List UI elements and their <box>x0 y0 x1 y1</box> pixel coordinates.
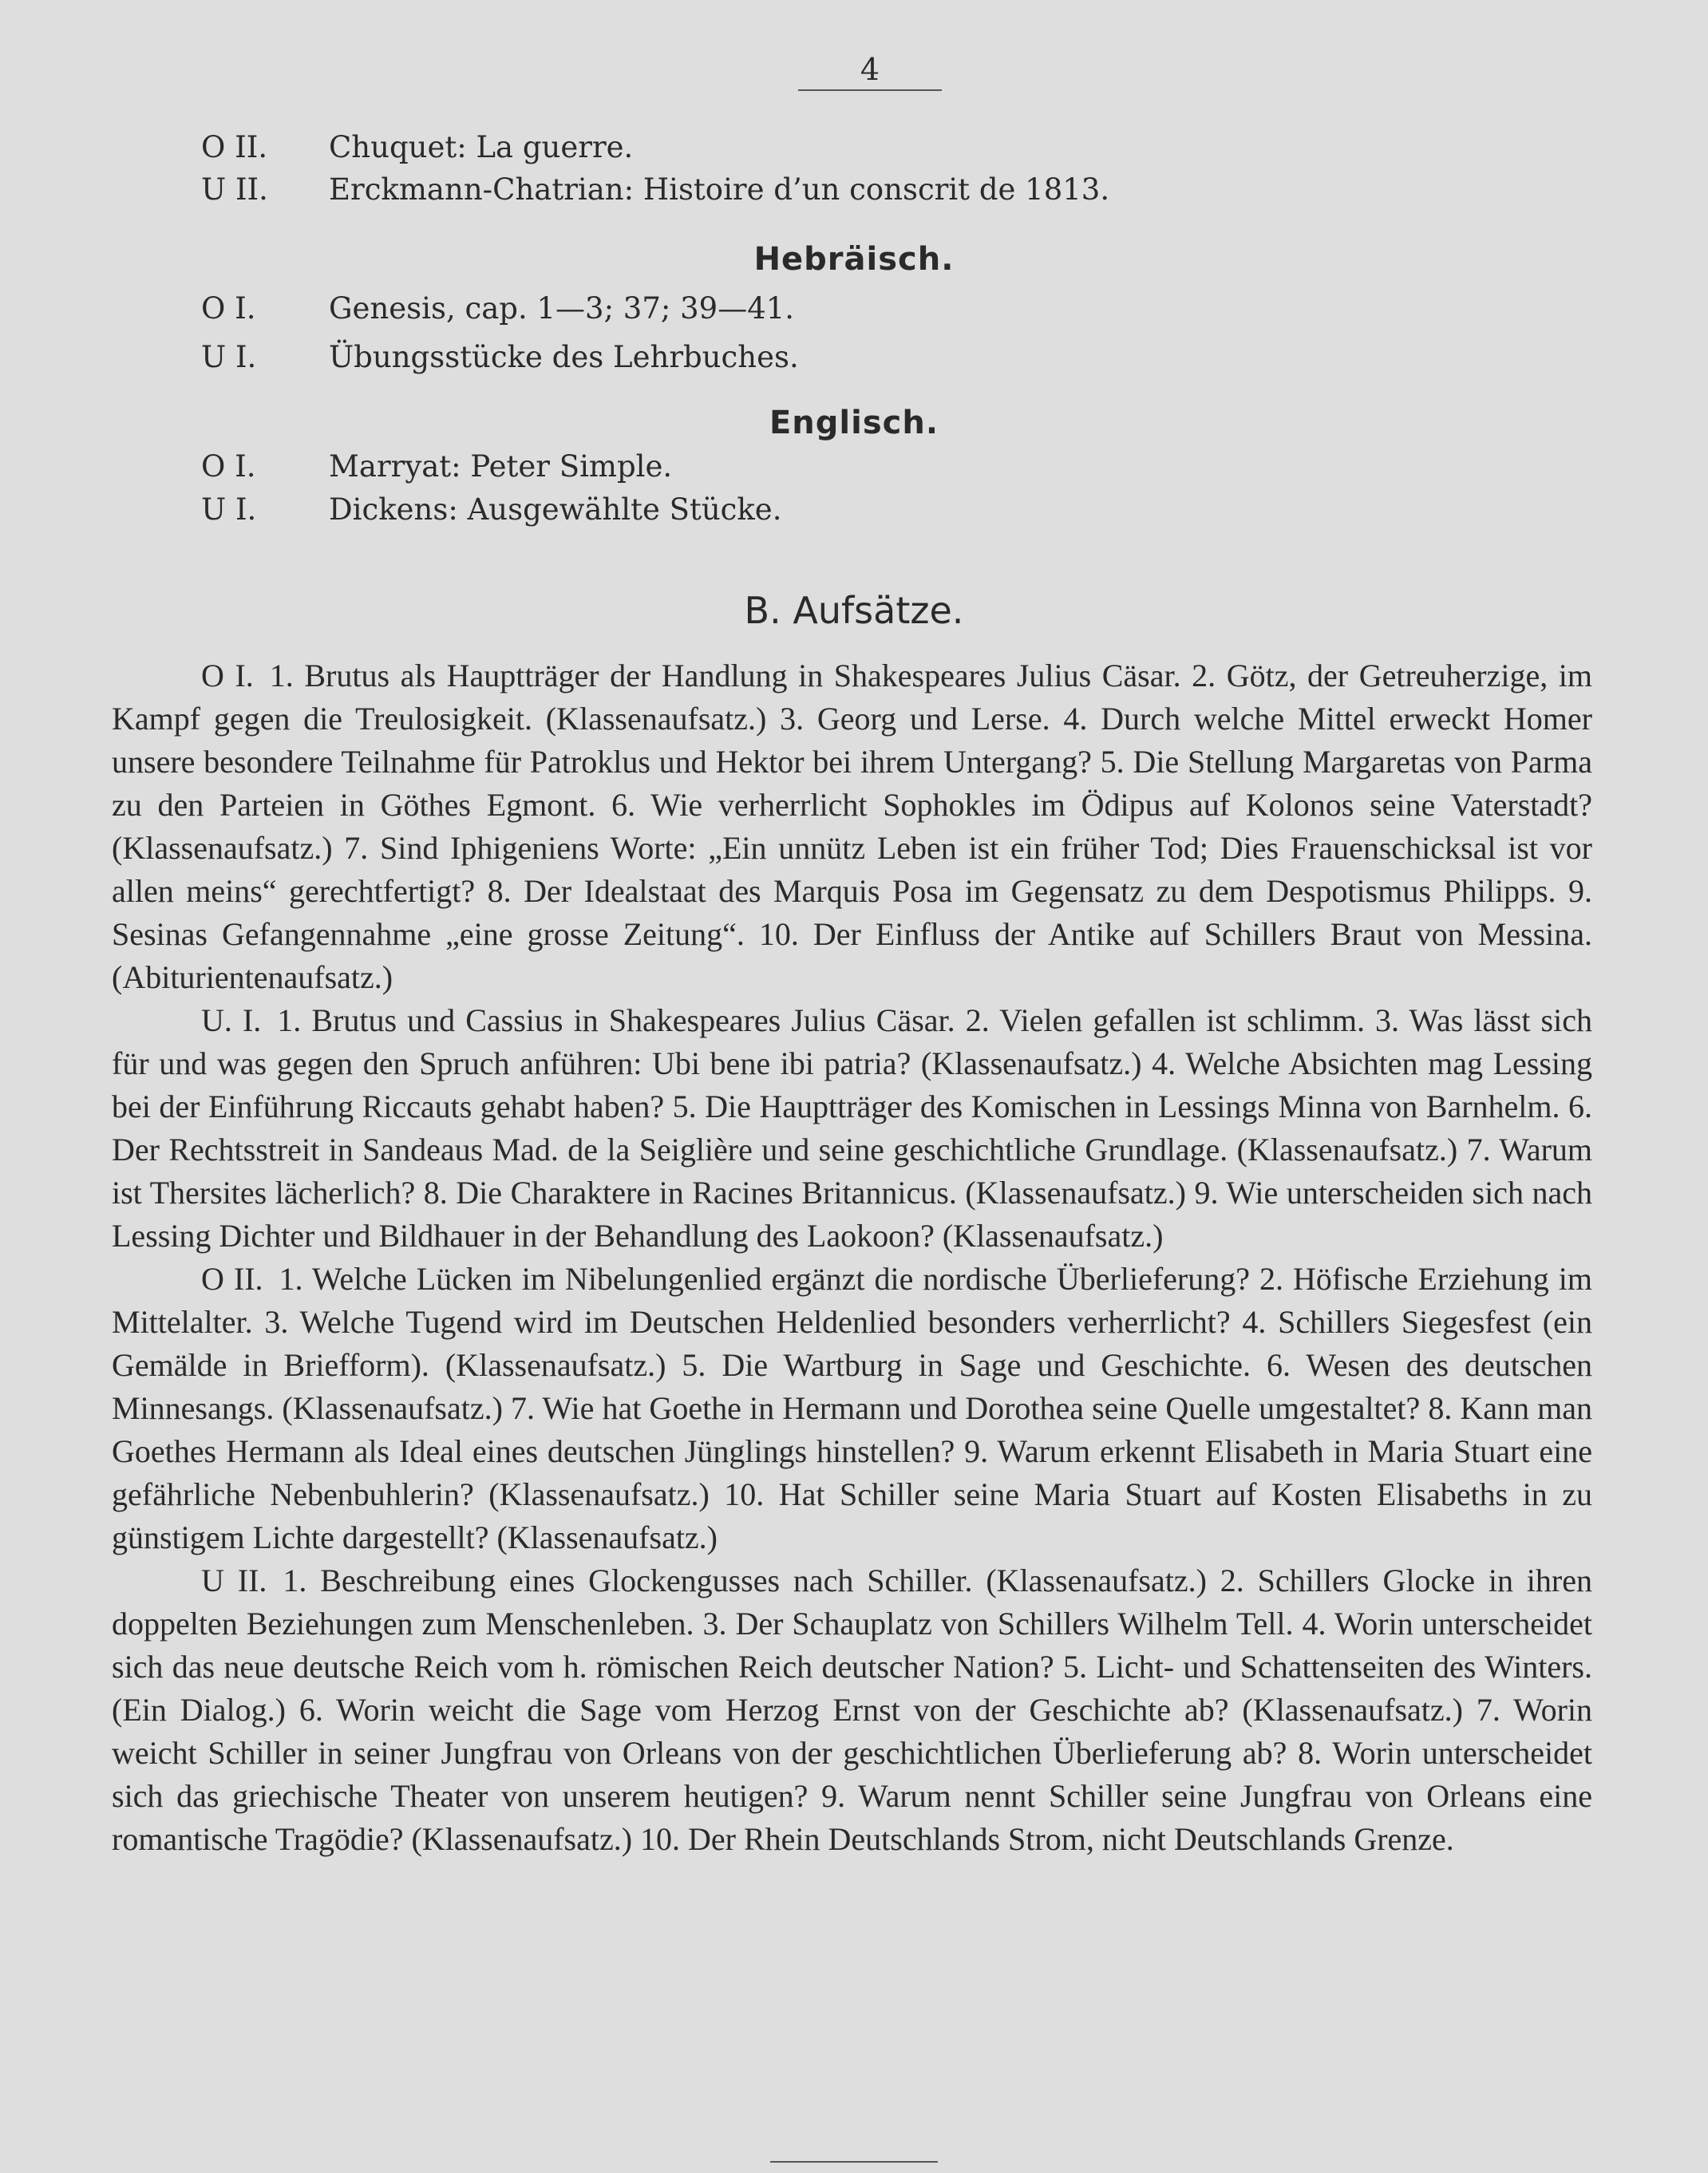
reading-text: Erckmann-Chatrian: Histoire d’un conscrit de 1813. <box>329 172 1110 207</box>
essay-text: 1. Beschreibung eines Glockengusses nach Schiller. (Klassenaufsatz.) 2. Schillers Glocke in ihren doppelten Beziehungen zum Menschenleben. 3. Der Schauplatz von Schillers Wilhelm Tell. 4. Worin unterscheidet sich das neue deutsche Reich vom h. römischen Reich deutscher Nation? 5. Licht- und Schattenseiten des Winters. (Ein Dialog.) 6. Worin weicht die Sage vom Herzog Ernst von der Geschichte ab? (Klassenaufsatz.) 7. Worin weicht Schiller in seiner Jungfrau von Orleans von der geschichtlichen Überlieferung ab? 8. Worin unterscheidet sich das griechische Theater von unserem heutigen? 9. Warum nennt Schiller seine Jungfrau von Orleans eine romantische Tragödie? (Klassenaufsatz.) 10. Der Rhein Deutschlands Strom, nicht Deutschlands Grenze. <box>112 1563 1592 1857</box>
class-label: O I. <box>201 291 256 326</box>
essay-text: 1. Welche Lücken im Nibelungenlied ergänzt die nordische Überlieferung? 2. Höfische Erziehung im Mittelalter. 3. Welche Tugend wird im Deutschen Heldenlied besonders verherrlicht? 4. Schillers Siegesfest (ein Gemälde in Briefform). (Klassenaufsatz.) 5. Die Wartburg in Sage und Geschichte. 6. Wesen des deutschen Minnesangs. (Klassenaufsatz.) 7. Wie hat Goethe in Hermann und Dorothea seine Quelle umgestaltet? 8. Kann man Goethes Hermann als Ideal eines deutschen Jünglings hinstellen? 9. Warum erkennt Elisabeth in Maria Stuart eine gefährliche Nebenbuhlerin? (Klassenaufsatz.) 10. Hat Schiller seine Maria Stuart auf Kosten Elisabeths in zu günstigem Lichte dargestellt? (Klassenaufsatz.) <box>112 1261 1593 1555</box>
essay-topics <box>112 654 1592 1861</box>
reading-row-english-1 <box>201 447 672 487</box>
heading-hebrew: Hebräisch. <box>753 241 955 278</box>
class-label: U I. <box>201 492 257 527</box>
essay-paragraph-oi <box>112 654 1592 999</box>
footer-rule <box>770 2161 938 2163</box>
reading-text: Marryat: Peter Simple. <box>329 449 673 484</box>
reading-text: Chuquet: La guerre. <box>329 130 634 164</box>
class-label: U II. <box>201 1563 267 1598</box>
class-label: U. I. <box>201 1002 262 1038</box>
essay-paragraph-oii <box>112 1258 1592 1559</box>
reading-row-hebrew-1 <box>201 289 794 329</box>
section-title: B. Aufsätze. <box>744 589 964 632</box>
reading-text: Dickens: Ausgewählte Stücke. <box>329 492 782 527</box>
essay-text: 1. Brutus und Cassius in Shakespeares Julius Cäsar. 2. Vielen gefallen ist schlimm. 3. Was lässt sich für und was gegen den Spruch anführen: Ubi bene ibi patria? (Klassenaufsatz.) 4. Welche Absichten mag Lessing bei der Einführung Riccauts gehabt haben? 5. Die Hauptträger des Komischen in Lessings Minna von Barnhelm. 6. Der Rechtsstreit in Sandeaus Mad. de la Seiglière und seine geschichtliche Grundlage. (Klassenaufsatz.) 7. Warum ist Thersites lächerlich? 8. Die Charaktere in Racines Britannicus. (Klassenaufsatz.) 9. Wie unterscheiden sich nach Lessing Dichter und Bildhauer in der Behandlung des Laokoon? (Klassenaufsatz.) <box>112 1002 1592 1254</box>
class-label: O II. <box>201 130 268 164</box>
page-number: 4 <box>798 49 942 91</box>
reading-text: Übungsstücke des Lehrbuches. <box>329 340 799 374</box>
essay-paragraph-ui <box>112 999 1592 1258</box>
essay-text: 1. Brutus als Hauptträger der Handlung in Shakespeares Julius Cäsar. 2. Götz, der Getreuherzige, im Kampf gegen die Treulosigkeit. (Klassenaufsatz.) 3. Georg und Lerse. 4. Durch welche Mittel erweckt Homer unsere besondere Teilnahme für Patroklus und Hektor bei ihrem Untergang? 5. Die Stellung Margaretas von Parma zu den Parteien in Göthes Egmont. 6. Wie verherrlicht Sophokles im Ödipus auf Kolonos seine Vaterstadt? (Klassenaufsatz.) 7. Sind Iphigeniens Worte: „Ein unnütz Leben ist ein früher Tod; Dies Frauenschicksal ist vor allen meins“ gerechtfertigt? 8. Der Idealstaat des Marquis Posa im Gegensatz zu dem Despotismus Philipps. 9. Sesinas Gefangennahme „eine grosse Zeitung“. 10. Der Einfluss der Antike auf Schillers Braut von Messina. (Abiturientenaufsatz.) <box>112 658 1592 995</box>
class-label: O I. <box>201 449 256 484</box>
class-label: O II. <box>201 1261 263 1297</box>
essay-paragraph-uii <box>112 1559 1592 1861</box>
reading-row-french-1 <box>201 128 633 168</box>
reading-row-english-2 <box>201 490 781 530</box>
heading-english: Englisch. <box>769 405 939 441</box>
reading-row-french-2 <box>201 170 1109 210</box>
class-label: U I. <box>201 340 257 374</box>
class-label: O I. <box>201 658 254 693</box>
class-label: U II. <box>201 172 268 207</box>
reading-row-hebrew-2 <box>201 338 799 377</box>
reading-text: Genesis, cap. 1—3; 37; 39—41. <box>329 291 795 326</box>
